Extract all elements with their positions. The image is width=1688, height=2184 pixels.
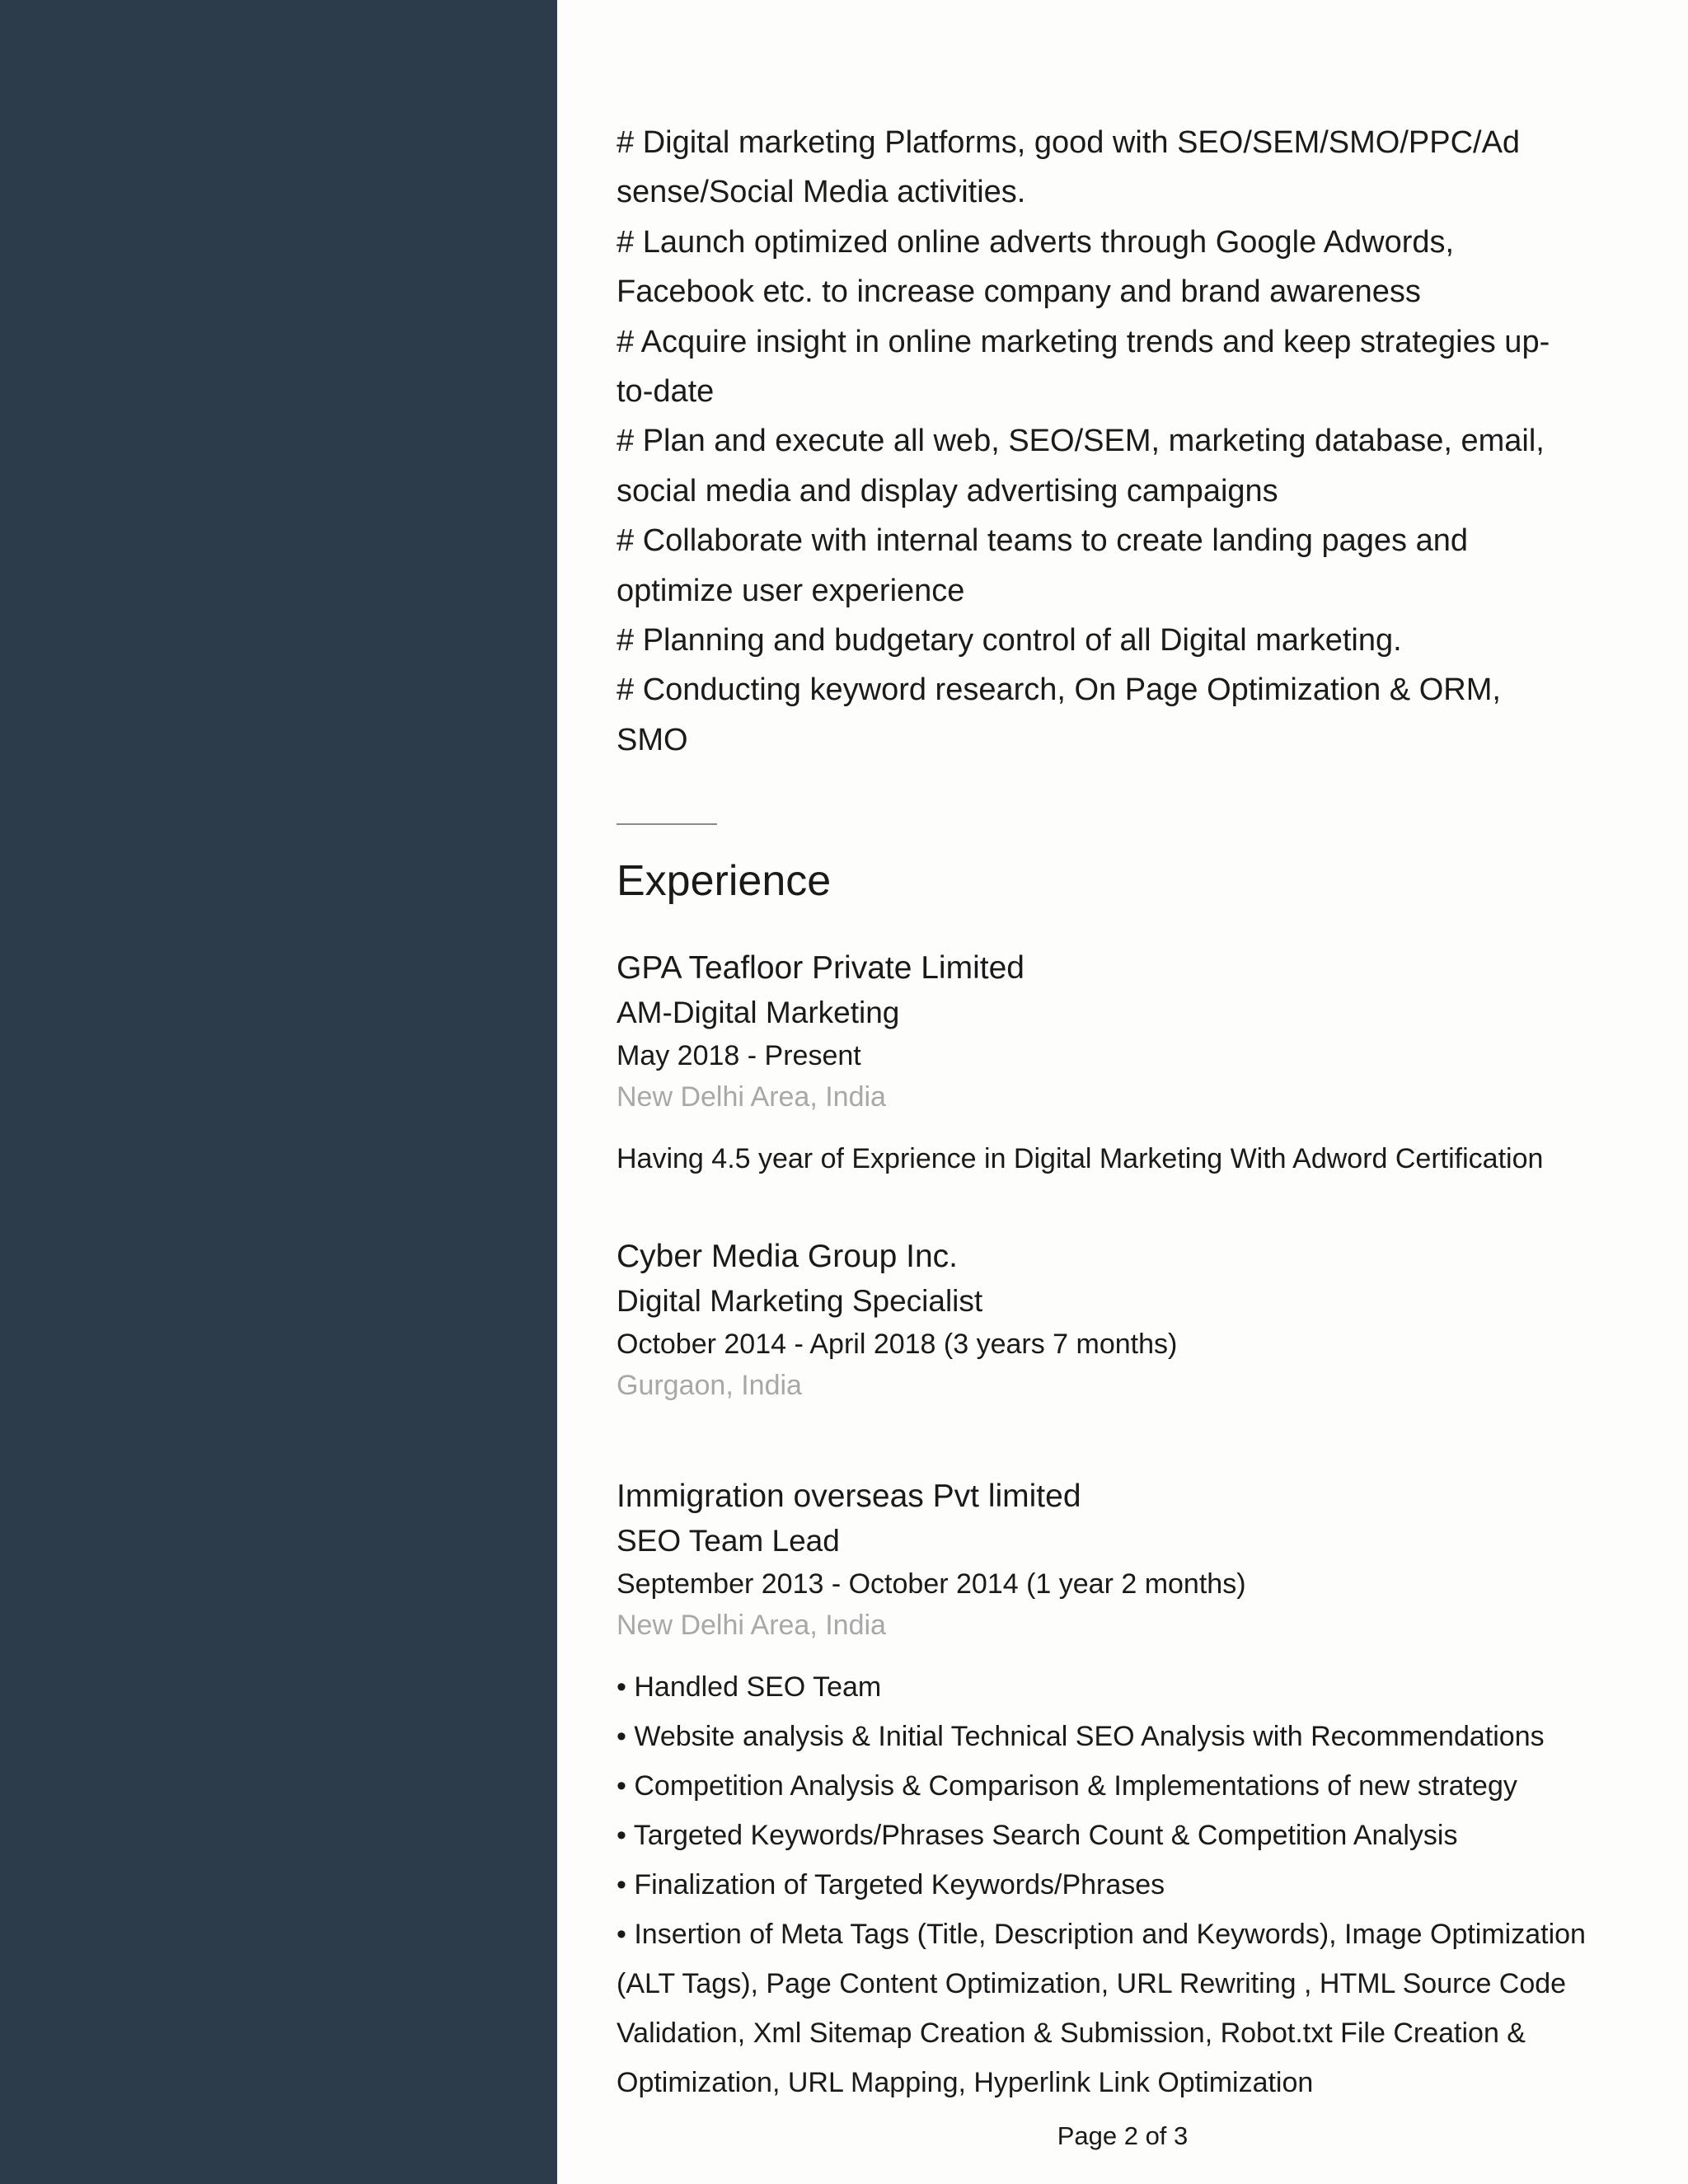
bullet-item: Optimization, URL Mapping, Hyperlink Link Optimization [617, 2067, 1314, 2098]
bullet-item: (ALT Tags), Page Content Optimization, URL Rewriting , HTML Source Code [617, 1968, 1567, 1999]
company-name: Immigration overseas Pvt limited [617, 1479, 1081, 1514]
summary-line: # Digital marketing Platforms, good with SEO/SEM/SMO/PPC/Ad [617, 125, 1521, 160]
summary-line: SMO [617, 722, 688, 757]
bullet-item: • Competition Analysis & Comparison & Implementations of new strategy [617, 1770, 1517, 1802]
summary-text [617, 118, 1639, 765]
job-title: AM-Digital Marketing [617, 996, 900, 1029]
job-title: SEO Team Lead [617, 1524, 840, 1558]
bullet-item: Validation, Xml Sitemap Creation & Submission, Robot.txt File Creation & [617, 2018, 1526, 2049]
summary-line: optimize user experience [617, 573, 965, 608]
experience-entry [617, 946, 1639, 1183]
job-dates: September 2013 - October 2014 (1 year 2 months) [617, 1568, 1246, 1600]
company-name: Cyber Media Group Inc. [617, 1239, 959, 1274]
summary-line: # Conducting keyword research, On Page Optimization & ORM, [617, 673, 1501, 708]
bullet-item: • Handled SEO Team [617, 1671, 882, 1703]
bullet-item: • Finalization of Targeted Keywords/Phrases [617, 1869, 1165, 1900]
job-location: New Delhi Area, India [617, 1081, 886, 1113]
experience-entry [617, 1474, 1639, 2107]
summary-line: Facebook etc. to increase company and brand awareness [617, 274, 1421, 310]
summary-line: to-date [617, 374, 715, 410]
summary-line: # Collaborate with internal teams to create landing pages and [617, 523, 1468, 559]
job-location: New Delhi Area, India [617, 1610, 886, 1641]
bullet-item: • Website analysis & Initial Technical SEO Analysis with Recommendations [617, 1721, 1545, 1752]
summary-line: # Plan and execute all web, SEO/SEM, marketing database, email, [617, 424, 1545, 459]
summary-line: sense/Social Media activities. [617, 175, 1026, 210]
bullet-item: • Insertion of Meta Tags (Title, Description and Keywords), Image Optimization [617, 1919, 1586, 1950]
job-dates: May 2018 - Present [617, 1040, 861, 1071]
page-number: Page 2 of 3 [1057, 2121, 1189, 2150]
experience-heading: Experience [617, 857, 832, 905]
company-name: GPA Teafloor Private Limited [617, 950, 1025, 986]
summary-line: social media and display advertising campaigns [617, 473, 1278, 509]
bullet-item: • Targeted Keywords/Phrases Search Count & Competition Analysis [617, 1820, 1458, 1851]
experience-entry [617, 1235, 1639, 1406]
sidebar-panel [0, 0, 557, 2184]
job-title: Digital Marketing Specialist [617, 1284, 983, 1318]
job-dates: October 2014 - April 2018 (3 years 7 months) [617, 1329, 1178, 1360]
summary-line: # Acquire insight in online marketing trends and keep strategies up- [617, 324, 1550, 359]
job-location: Gurgaon, India [617, 1370, 802, 1401]
job-bullets [617, 1662, 1639, 2107]
job-description: Having 4.5 year of Exprience in Digital Marketing With Adword Certification [617, 1143, 1544, 1174]
summary-line: # Planning and budgetary control of all Digital marketing. [617, 623, 1402, 658]
summary-line: # Launch optimized online adverts through Google Adwords, [617, 224, 1455, 260]
section-divider [617, 823, 717, 825]
